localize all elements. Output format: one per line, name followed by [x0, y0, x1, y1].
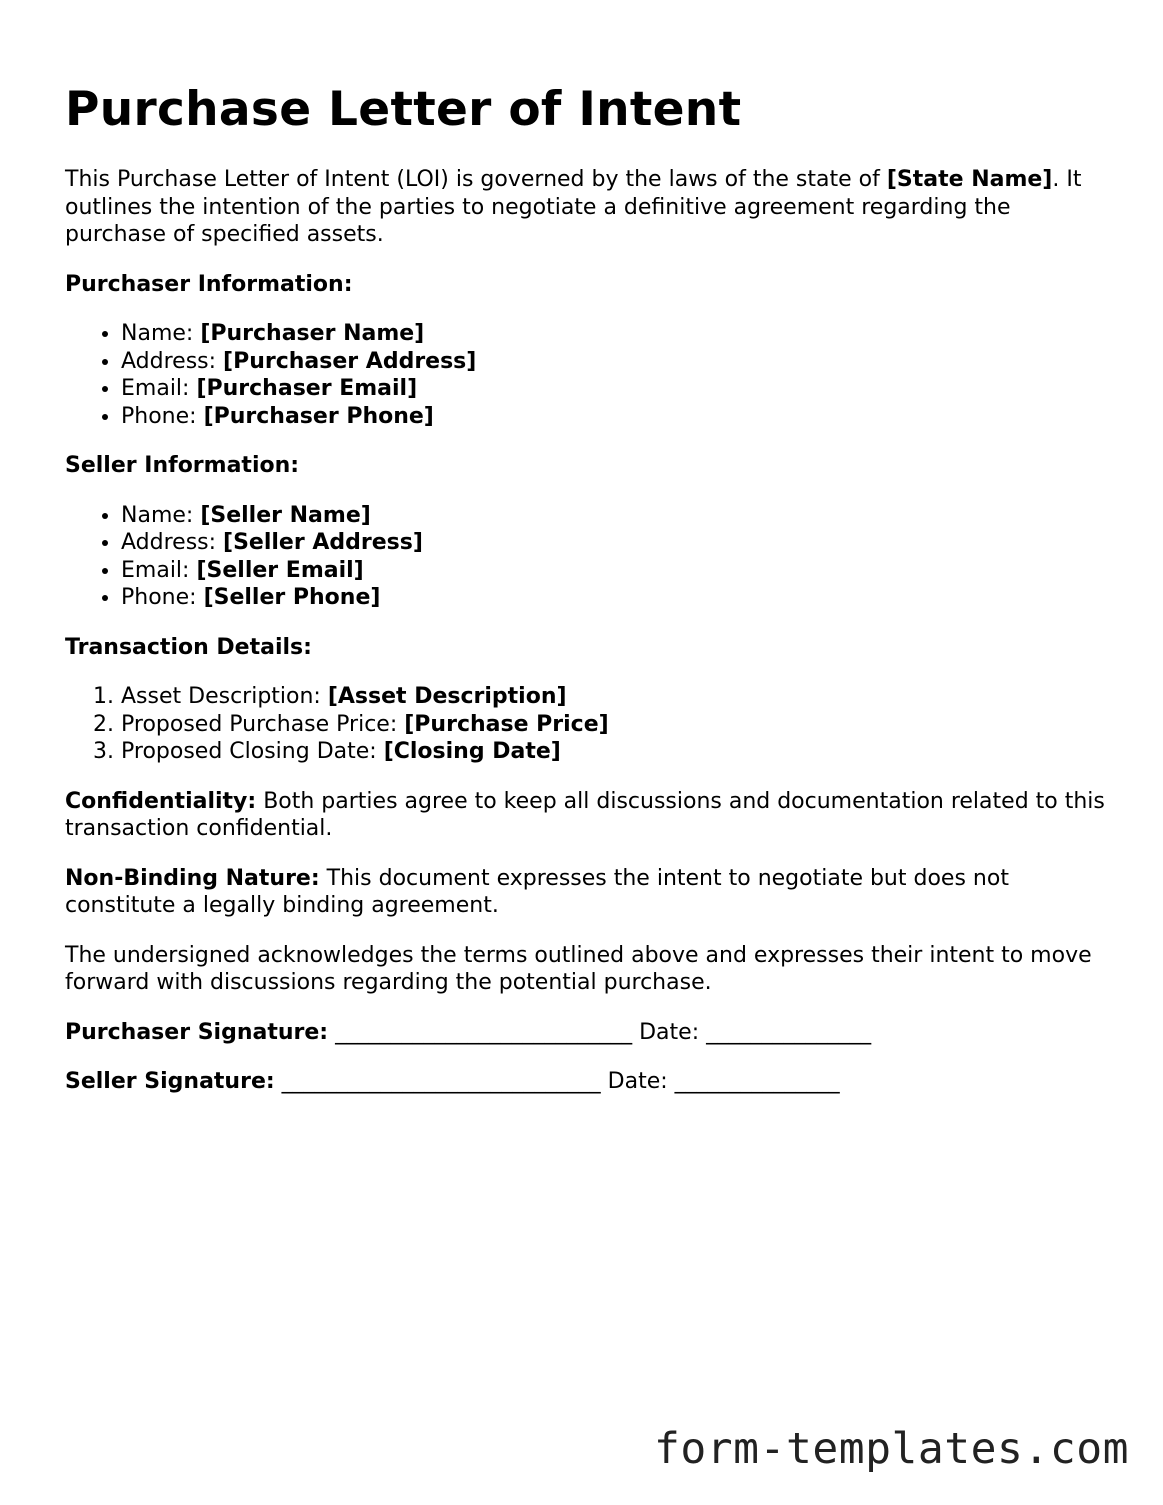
purchaser-date-field[interactable]: Date: _______________: [639, 1019, 872, 1045]
purchaser-signature-line: [65, 1019, 1105, 1047]
transaction-details-list: [65, 683, 1105, 766]
confidentiality-text: Both parties agree to keep all discussions and documentation related to this transaction confidential.: [65, 788, 1105, 841]
confidentiality-label: Confidentiality:: [65, 788, 257, 814]
field-placeholder: [Asset Description]: [327, 684, 567, 709]
field-placeholder: [Closing Date]: [383, 739, 561, 764]
list-item: [121, 711, 1105, 739]
seller-info-heading: Seller Information:: [65, 453, 300, 478]
field-label: Name:: [121, 321, 201, 346]
list-item: [121, 738, 1105, 766]
seller-date-field[interactable]: Date: _______________: [607, 1069, 840, 1094]
document-page: [65, 82, 1105, 1118]
field-label: Email:: [121, 557, 197, 583]
list-item: [121, 584, 1105, 612]
seller-info-list: [65, 502, 1105, 612]
intro-text-after: . It outlines the intention of the parties to negotiate a definitive agreement regarding the purchase of specified assets.: [65, 167, 1082, 247]
field-label: Email:: [121, 376, 197, 401]
seller-signature-line: [65, 1068, 1105, 1096]
list-item: [121, 529, 1105, 557]
list-item: [121, 683, 1105, 711]
list-item: [121, 403, 1105, 431]
acknowledgement-paragraph: The undersigned acknowledges the terms outlined above and expresses their intent to move forward with discussions regarding the potential purchase.: [65, 942, 1092, 995]
field-label: Phone:: [121, 403, 204, 429]
confidentiality-paragraph: [65, 788, 1105, 843]
field-placeholder: [Seller Email]: [196, 557, 364, 583]
non-binding-label: Non-Binding Nature:: [65, 865, 320, 891]
field-placeholder: [Purchaser Phone]: [203, 403, 434, 429]
intro-paragraph: [65, 166, 1105, 249]
non-binding-text: This document expresses the intent to negotiate but does not constitute a legally binding agreement.: [65, 865, 1009, 918]
purchaser-info-list: [65, 320, 1105, 430]
field-placeholder: [Seller Name]: [200, 502, 371, 528]
field-label: Proposed Purchase Price:: [121, 711, 405, 737]
state-name-placeholder: [State Name]: [886, 167, 1053, 192]
purchaser-signature-label: Purchaser Signature:: [65, 1019, 329, 1045]
watermark-text: form-templates.com: [654, 1424, 1129, 1474]
list-item: [121, 502, 1105, 530]
list-item: [121, 557, 1105, 585]
field-placeholder: [Purchaser Name]: [200, 321, 425, 346]
transaction-details-heading: Transaction Details:: [65, 634, 312, 660]
list-item: [121, 348, 1105, 376]
seller-signature-label: Seller Signature:: [65, 1069, 275, 1094]
purchaser-signature-blank[interactable]: ___________________________: [328, 1019, 640, 1045]
intro-text-before: This Purchase Letter of Intent (LOI) is governed by the laws of the state of: [65, 167, 887, 192]
document-title: Purchase Letter of Intent: [65, 82, 742, 137]
list-item: [121, 320, 1105, 348]
field-label: Name:: [121, 502, 201, 528]
field-placeholder: [Purchaser Email]: [196, 376, 418, 401]
list-item: [121, 375, 1105, 403]
field-label: Proposed Closing Date:: [121, 739, 384, 764]
field-placeholder: [Purchase Price]: [404, 711, 609, 737]
non-binding-paragraph: [65, 865, 1105, 920]
field-placeholder: [Seller Phone]: [203, 585, 381, 610]
field-placeholder: [Purchaser Address]: [223, 348, 477, 374]
field-label: Asset Description:: [121, 684, 328, 709]
field-label: Phone:: [121, 585, 204, 610]
field-label: Address:: [121, 348, 224, 374]
purchaser-info-heading: Purchaser Information:: [65, 271, 353, 297]
field-placeholder: [Seller Address]: [223, 530, 423, 555]
field-label: Address:: [121, 530, 224, 555]
seller-signature-blank[interactable]: _____________________________: [274, 1069, 608, 1094]
